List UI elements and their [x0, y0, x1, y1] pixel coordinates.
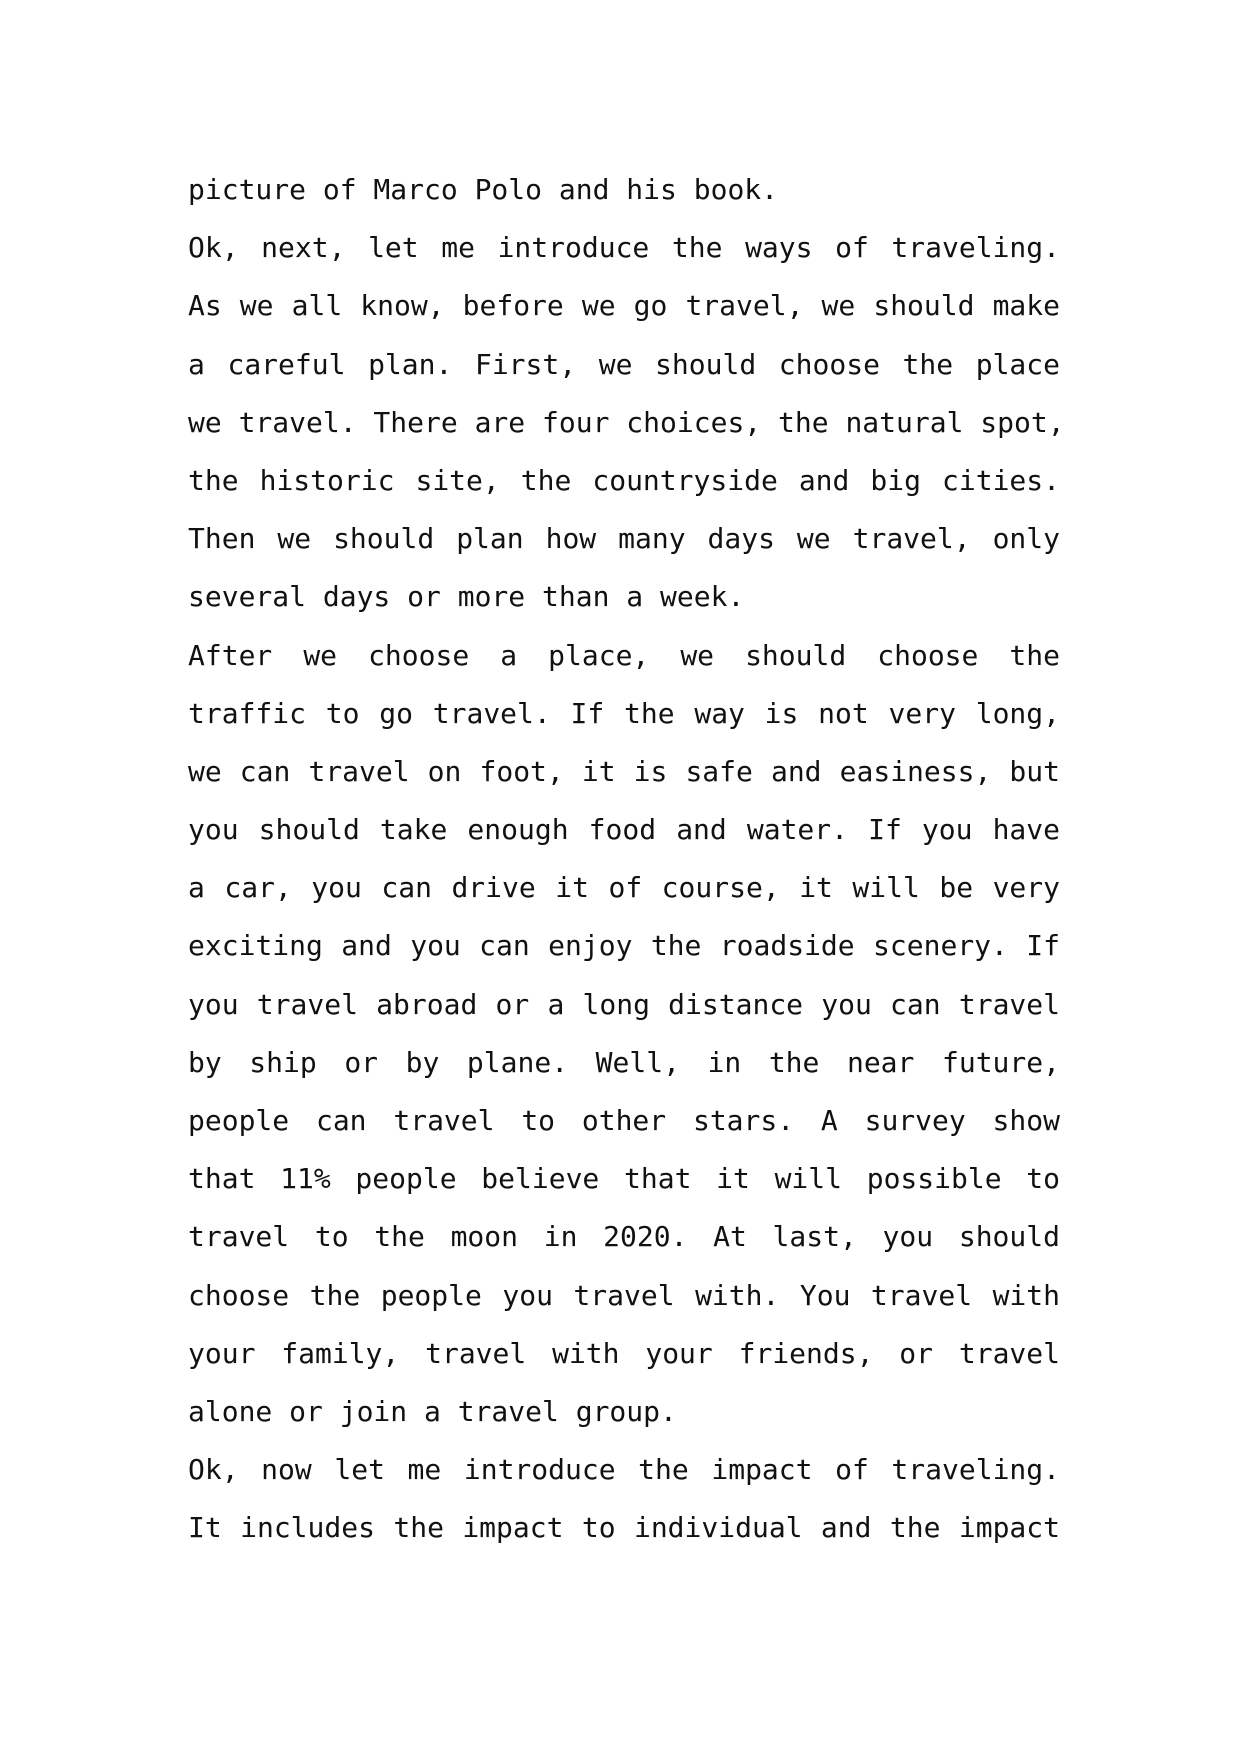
- text-line: the historic site, the countryside and big cities.: [188, 463, 1060, 497]
- text-line: a car, you can drive it of course, it will be very: [188, 871, 1060, 905]
- text-line: picture of Marco Polo and his book.: [188, 173, 779, 206]
- text-line: Then we should plan how many days we travel, only: [188, 522, 1060, 556]
- text-line: several days or more than a week.: [188, 580, 745, 614]
- text-line: we travel. There are four choices, the natural spot,: [188, 405, 1065, 439]
- text-line: alone or join a travel group.: [188, 1394, 677, 1428]
- text-line: After we choose a place, we should choose the: [188, 638, 1060, 672]
- text-line: It includes the impact to individual and the impact: [188, 1511, 1060, 1545]
- text-line: traffic to go travel. If the way is not very long,: [188, 696, 1060, 730]
- text-line: As we all know, before we go travel, we should make: [188, 289, 1060, 323]
- text-line: travel to the moon in 2020. At last, you should: [188, 1220, 1060, 1254]
- text-line: by ship or by plane. Well, in the near future,: [188, 1045, 1060, 1079]
- text-line: a careful plan. First, we should choose the place: [188, 347, 1060, 381]
- text-line: people can travel to other stars. A survey show: [188, 1104, 1060, 1137]
- text-line: you should take enough food and water. If you have: [188, 813, 1060, 847]
- text-line: we can travel on foot, it is safe and easiness, but: [188, 754, 1060, 788]
- text-line: that 11% people believe that it will possible to: [188, 1162, 1060, 1196]
- body-text: [188, 161, 1065, 1558]
- text-line: exciting and you can enjoy the roadside scenery. If: [188, 929, 1060, 963]
- text-line: you travel abroad or a long distance you can travel: [188, 987, 1060, 1021]
- text-line: choose the people you travel with. You travel with: [188, 1278, 1060, 1312]
- text-line: Ok, next, let me introduce the ways of traveling.: [188, 231, 1060, 265]
- text-line: your family, travel with your friends, or travel: [188, 1336, 1060, 1370]
- text-line: Ok, now let me introduce the impact of traveling.: [188, 1453, 1060, 1487]
